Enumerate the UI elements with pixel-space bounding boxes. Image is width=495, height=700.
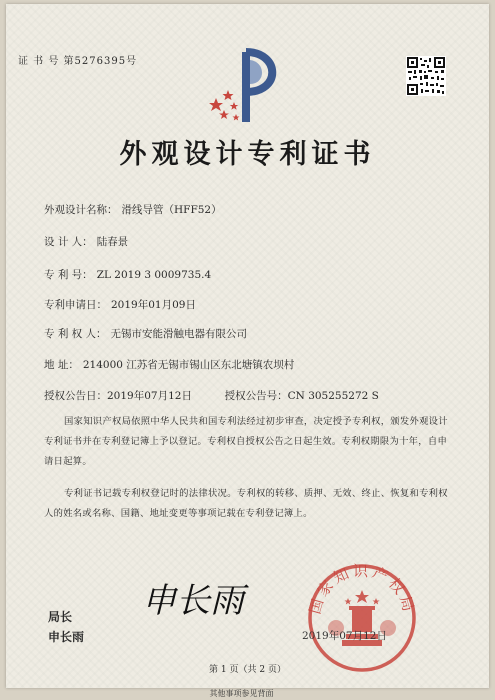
field-label: 外观设计名称： bbox=[44, 204, 118, 216]
field-label: 专利申请日： bbox=[44, 299, 107, 311]
seal-text: 国家知识产权局 bbox=[305, 562, 419, 617]
official-seal-icon bbox=[302, 554, 422, 678]
field-value: ZL 2019 3 0009735.4 bbox=[96, 269, 212, 281]
field-patent-number bbox=[44, 267, 211, 282]
seal-date: 2019年07月12日 bbox=[302, 630, 387, 642]
field-patentee bbox=[44, 326, 247, 341]
field-label: 地 址： bbox=[44, 359, 79, 371]
field-design-name bbox=[44, 202, 222, 217]
director-signature bbox=[138, 574, 258, 628]
paragraph-grant-statement: 国家知识产权局依照中华人民共和国专利法经过初步审查，决定授予专利权，颁发外观设计专利证书并在专利登记簿上予以登记。专利权自授权公告之日起生效。专利权期限为十年，自申请日起算。 bbox=[44, 416, 448, 467]
field-value: 214000 江苏省无锡市锡山区东北塘镇农坝村 bbox=[82, 359, 295, 371]
qr-code-icon bbox=[406, 56, 446, 100]
grant-date-value: 2019年07月12日 bbox=[107, 390, 192, 402]
cnipa-logo-icon bbox=[206, 48, 286, 130]
paragraph-legal-status: 专利证书记载专利权登记时的法律状况。专利权的转移、质押、无效、终止、恢复和专利权人的姓名或名称、国籍、地址变更等事项记载在专利登记簿上。 bbox=[44, 488, 448, 519]
field-value: 2019年01月09日 bbox=[111, 299, 196, 311]
signer-title: 局长 bbox=[48, 610, 73, 624]
grant-number-label: 授权公告号： bbox=[224, 390, 288, 402]
signature-text: 申长雨 bbox=[142, 581, 244, 621]
grant-row bbox=[44, 388, 379, 403]
field-label: 设 计 人： bbox=[44, 236, 93, 248]
certificate-title: 外观设计专利证书 bbox=[119, 139, 376, 170]
field-label: 专 利 号： bbox=[44, 269, 93, 281]
grant-number-value: CN 305255272 S bbox=[287, 390, 379, 402]
field-label: 专 利 权 人： bbox=[44, 328, 107, 340]
signer-name: 申长雨 bbox=[48, 630, 85, 644]
footer-note: 其他事项参见背面 bbox=[209, 689, 274, 698]
grant-date-label: 授权公告日： bbox=[44, 390, 107, 402]
field-value: 陆春景 bbox=[96, 236, 129, 248]
field-value: 无锡市安能滑触电器有限公司 bbox=[110, 328, 248, 340]
field-value: 滑线导管（HFF52） bbox=[121, 204, 222, 216]
certificate-number: 证 书 号 第5276395号 bbox=[18, 56, 138, 67]
page-indicator: 第 1 页（共 2 页） bbox=[209, 665, 286, 675]
field-filing-date bbox=[44, 297, 196, 312]
field-address bbox=[44, 357, 294, 372]
field-designer bbox=[44, 234, 128, 249]
certificate-paper bbox=[6, 4, 489, 688]
